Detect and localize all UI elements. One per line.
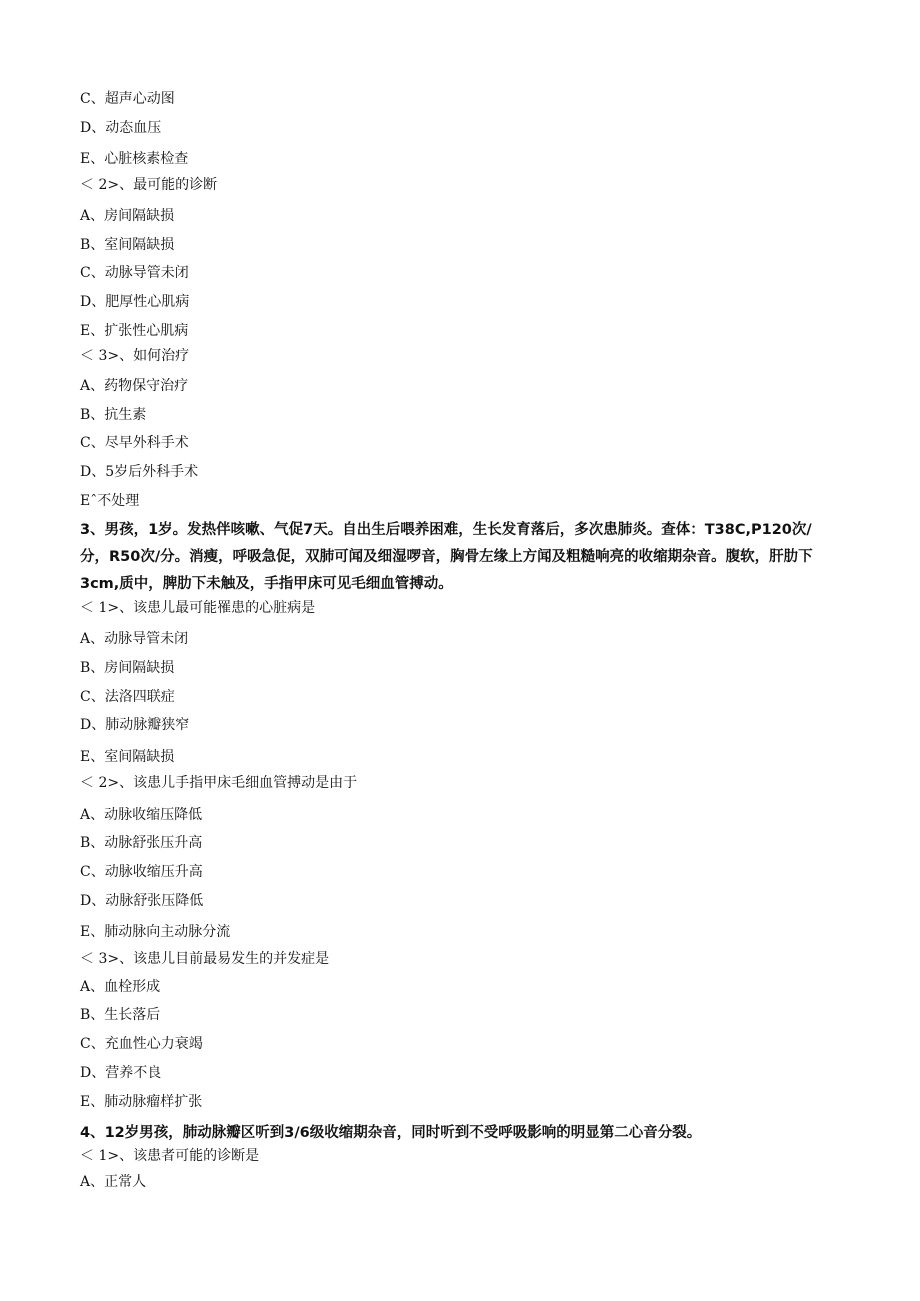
option-line: E、肺动脉瘤样扩张 <box>80 1094 203 1110</box>
sub-question: ＜ 3>、该患儿目前最易发生的并发症是 <box>80 951 330 967</box>
option-line: Eˆ不处理 <box>80 493 140 509</box>
option-line: A、正常人 <box>80 1174 147 1190</box>
sub-question: ＜ 2>、最可能的诊断 <box>80 177 218 193</box>
option-line: E、肺动脉向主动脉分流 <box>80 924 231 940</box>
option-line: B、房间隔缺损 <box>80 660 175 676</box>
option-line: C、尽早外科手术 <box>80 435 189 451</box>
question-stem: 4、12岁男孩，肺动脉瓣区听到3/6级收缩期杂音，同时听到不受呼吸影响的明显第二心音分裂。 <box>80 1125 702 1141</box>
option-line: E、室间隔缺损 <box>80 749 175 765</box>
option-line: A、动脉收缩压降低 <box>80 807 203 823</box>
option-line: C、超声心动图 <box>80 91 175 107</box>
option-line: E、扩张性心肌病 <box>80 323 189 339</box>
option-line: B、生长落后 <box>80 1007 161 1023</box>
option-line: A、动脉导管未闭 <box>80 631 189 647</box>
option-line: C、动脉收缩压升高 <box>80 864 203 880</box>
option-line: D、肥厚性心肌病 <box>80 294 190 310</box>
option-line: B、室间隔缺损 <box>80 237 175 253</box>
option-line: D、肺动脉瓣狭窄 <box>80 717 190 733</box>
option-line: D、动脉舒张压降低 <box>80 893 204 909</box>
option-line: C、充血性心力衰竭 <box>80 1036 203 1052</box>
sub-question: ＜ 2>、该患儿手指甲床毛细血管搏动是由于 <box>80 775 358 791</box>
option-line: A、药物保守治疗 <box>80 378 189 394</box>
option-line: E、心脏核素检查 <box>80 151 189 167</box>
option-line: B、动脉舒张压升高 <box>80 835 203 851</box>
sub-question: ＜ 3>、如何治疗 <box>80 348 190 364</box>
question-stem: 3、男孩，1岁。发热伴咳嗽、气促7天。自出生后喂养困难，生长发育落后，多次患肺炎。查体：T38C,P120次/分，R50次/分。消瘦，呼吸急促，双肺可闻及细湿啰音，胸骨左缘上方闻及粗糙响亮的收缩期杂音。腹软，肝肋下3cm,质中，脾肋下未触及，手指甲床可见毛细血管搏动。 <box>80 522 813 592</box>
sub-question: ＜ 1>、该患儿最可能罹患的心脏病是 <box>80 600 316 616</box>
option-line: A、血栓形成 <box>80 979 161 995</box>
option-line: D、动态血压 <box>80 120 162 136</box>
option-line: D、营养不良 <box>80 1065 162 1081</box>
option-line: B、抗生素 <box>80 407 147 423</box>
option-line: C、法洛四联症 <box>80 689 175 705</box>
sub-question: ＜ 1>、该患者可能的诊断是 <box>80 1148 260 1164</box>
option-line: C、动脉导管未闭 <box>80 265 189 281</box>
option-line: D、5岁后外科手术 <box>80 464 199 480</box>
option-line: A、房间隔缺损 <box>80 208 175 224</box>
